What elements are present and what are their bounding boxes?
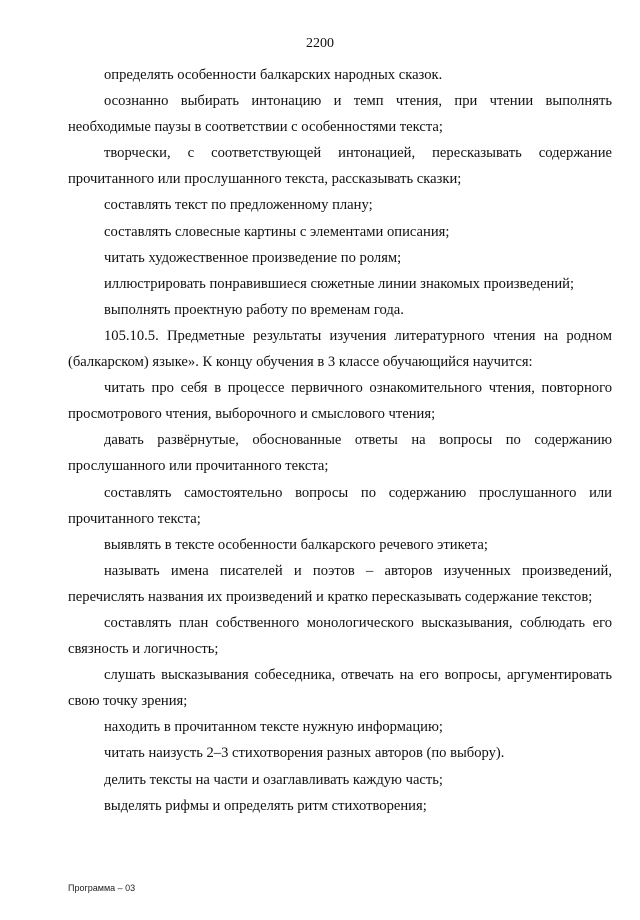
paragraph: составлять текст по предложенному плану; bbox=[104, 197, 373, 214]
paragraph: читать наизусть 2–3 стихотворения разных авторов (по выбору). bbox=[104, 745, 505, 762]
paragraph: иллюстрировать понравившиеся сюжетные линии знакомых произведений; bbox=[104, 275, 575, 292]
paragraph: называть имена писателей и поэтов – авторов изученных произведений, перечислять названия их произведений и кратко пересказывать содержание текстов; bbox=[68, 562, 612, 605]
paragraph: выявлять в тексте особенности балкарского речевого этикета; bbox=[104, 536, 488, 553]
paragraph: слушать высказывания собеседника, отвечать на его вопросы, аргументировать свою точку зрения; bbox=[68, 667, 612, 710]
paragraph: составлять самостоятельно вопросы по содержанию прослушанного или прочитанного текста; bbox=[68, 484, 612, 527]
paragraph: выполнять проектную работу по временам года. bbox=[104, 301, 404, 318]
paragraph: находить в прочитанном тексте нужную информацию; bbox=[104, 719, 443, 736]
paragraph: выделять рифмы и определять ритм стихотворения; bbox=[104, 797, 427, 814]
page-footer: Программа – 03 bbox=[68, 883, 136, 893]
paragraph: читать художественное произведение по ролям; bbox=[104, 249, 402, 266]
document-body bbox=[68, 62, 612, 819]
paragraph: осознанно выбирать интонацию и темп чтения, при чтении выполнять необходимые паузы в соответствии с особенностями текста; bbox=[68, 93, 612, 136]
section-paragraph: 105.10.5. Предметные результаты изучения литературного чтения на родном (балкарском) языке». К концу обучения в 3 классе обучающийся научится: bbox=[68, 327, 612, 371]
paragraph: читать про себя в процессе первичного ознакомительного чтения, повторного просмотрового чтения, выборочного и смыслового чтения; bbox=[68, 380, 612, 423]
paragraph: давать развёрнутые, обоснованные ответы на вопросы по содержанию прослушанного или прочитанного текста; bbox=[68, 432, 612, 475]
paragraph: определять особенности балкарских народных сказок. bbox=[104, 67, 443, 83]
paragraph: составлять план собственного монологического высказывания, соблюдать его связность и логичность; bbox=[68, 614, 612, 658]
page-number: 2200 bbox=[306, 36, 334, 51]
paragraph: творчески, с соответствующей интонацией, пересказывать содержание прочитанного или прослушанного текста, рассказывать сказки; bbox=[68, 145, 612, 188]
paragraph: делить тексты на части и озаглавливать каждую часть; bbox=[104, 771, 443, 788]
paragraph: составлять словесные картины с элементами описания; bbox=[104, 223, 450, 240]
